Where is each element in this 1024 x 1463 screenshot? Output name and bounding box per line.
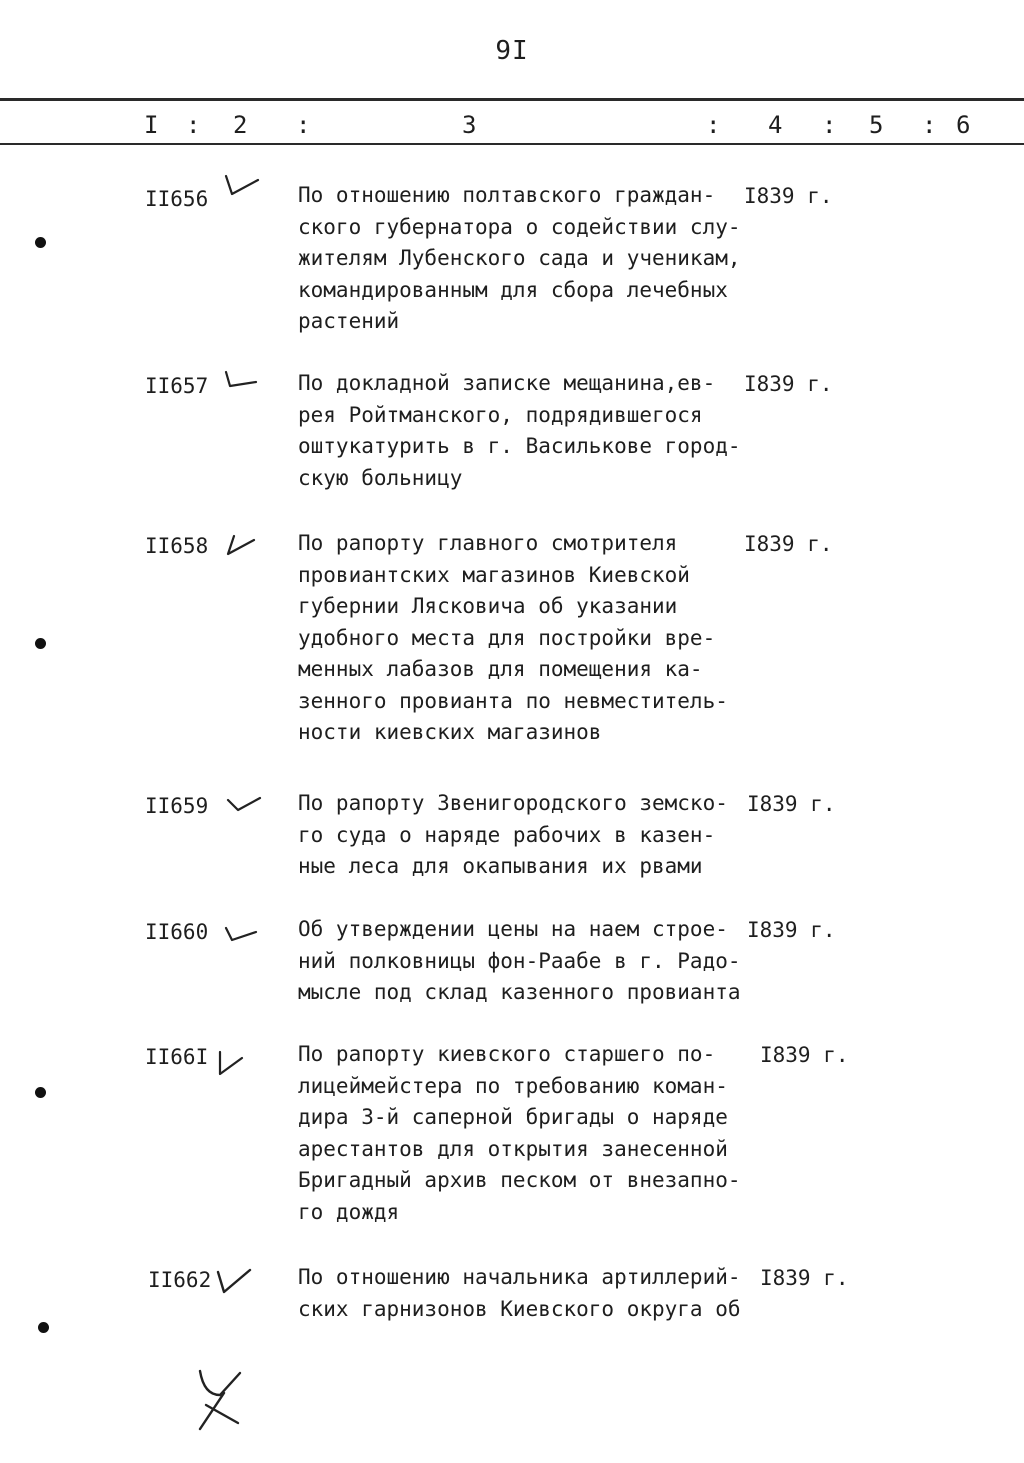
description-line: го суда о наряде рабочих в казен- <box>298 822 716 847</box>
description-line: рея Ройтманского, подрядившегося <box>298 402 703 427</box>
entry-year: I839 г. <box>747 918 836 942</box>
check-mark-icon <box>222 168 262 204</box>
entry-year: I839 г. <box>744 372 833 396</box>
description-line: По рапорту Звенигородского земско- <box>298 791 728 815</box>
entry-number: II659 <box>145 794 209 818</box>
column-separator: : <box>922 111 937 139</box>
entry-description <box>298 368 748 494</box>
description-line: губернии Лясковича об указании <box>298 594 678 618</box>
entry-number: II657 <box>145 374 209 398</box>
handwritten-mark-icon <box>190 1365 250 1435</box>
check-mark-icon <box>220 368 260 396</box>
column-header-6: 6 <box>956 111 971 139</box>
description-line: ний полковницы фон-Раабе в г. Радо- <box>298 948 741 973</box>
entry-number: II662 <box>148 1268 212 1292</box>
entry-description <box>298 180 748 338</box>
entry-year: I839 г. <box>744 532 833 556</box>
description-line: По рапорту главного смотрителя <box>298 531 678 555</box>
column-separator: : <box>822 111 837 139</box>
column-header-1: I <box>144 111 159 139</box>
entry-description <box>298 1262 748 1325</box>
column-header-4: 4 <box>768 111 783 139</box>
entry-description <box>298 1039 748 1228</box>
column-header-5: 5 <box>869 111 884 139</box>
description-line: ского губернатора о содействии слу- <box>298 214 741 239</box>
description-line: По отношению начальника артиллерий- <box>298 1265 741 1289</box>
check-mark-icon <box>214 1264 258 1304</box>
description-line: ные леса для окапывания их рвами <box>298 854 703 878</box>
entry-number: II660 <box>145 920 209 944</box>
description-line: лицеймейстера по требованию коман- <box>298 1073 728 1098</box>
description-line: По рапорту киевского старшего по- <box>298 1042 716 1066</box>
check-mark-icon <box>222 920 262 948</box>
check-mark-icon <box>212 1042 256 1082</box>
binding-hole-dot <box>35 1087 46 1098</box>
entry-year: I839 г. <box>760 1266 849 1290</box>
description-line: Бригадный архив песком от внезапно- <box>298 1168 741 1192</box>
description-line: удобного места для постройки вре- <box>298 625 716 650</box>
entry-number: II66I <box>145 1045 209 1069</box>
binding-hole-dot <box>35 638 46 649</box>
description-line: ности киевских магазинов <box>298 720 602 744</box>
description-line: По отношению полтавского граждан- <box>298 183 716 207</box>
binding-hole-dot <box>35 237 46 248</box>
description-line: дира 3-й саперной бригады о наряде <box>298 1105 728 1129</box>
top-rule <box>0 98 1024 101</box>
header-rule <box>0 143 1024 145</box>
description-line: растений <box>298 309 400 333</box>
column-separator: : <box>186 111 201 139</box>
description-line: го дождя <box>298 1199 400 1224</box>
entry-number: II656 <box>145 187 209 211</box>
check-mark-icon <box>224 530 260 560</box>
description-line: скую больницу <box>298 465 463 490</box>
description-line: мысле под склад казенного провианта <box>298 980 741 1004</box>
description-line: оштукатурить в г. Василькове город- <box>298 434 741 458</box>
description-line: арестантов для открытия занесенной <box>298 1136 728 1161</box>
entry-year: I839 г. <box>747 792 836 816</box>
binding-hole-dot <box>38 1322 49 1333</box>
column-header-3: 3 <box>462 111 477 139</box>
column-separator: : <box>296 111 311 139</box>
entry-year: I839 г. <box>760 1043 849 1067</box>
description-line: зенного провианта по невместитель- <box>298 688 728 713</box>
entry-year: I839 г. <box>744 184 833 208</box>
description-line: менных лабазов для помещения ка- <box>298 657 703 681</box>
entry-number: II658 <box>145 534 209 558</box>
entry-description <box>298 788 748 883</box>
column-separator: : <box>706 111 721 139</box>
description-line: жителям Лубенского сада и ученикам, <box>298 246 741 270</box>
description-line: По докладной записке мещанина,ев- <box>298 371 716 395</box>
description-line: командированным для сбора лечебных <box>298 277 728 302</box>
description-line: Об утверждении цены на наем строе- <box>298 917 728 941</box>
entry-description <box>298 528 748 749</box>
description-line: провиантских магазинов Киевской <box>298 562 690 587</box>
description-line: ских гарнизонов Киевского округа об <box>298 1296 741 1321</box>
page-number: 9I <box>495 36 529 66</box>
check-mark-icon <box>224 792 264 820</box>
column-header-2: 2 <box>233 111 248 139</box>
entry-description <box>298 914 748 1009</box>
